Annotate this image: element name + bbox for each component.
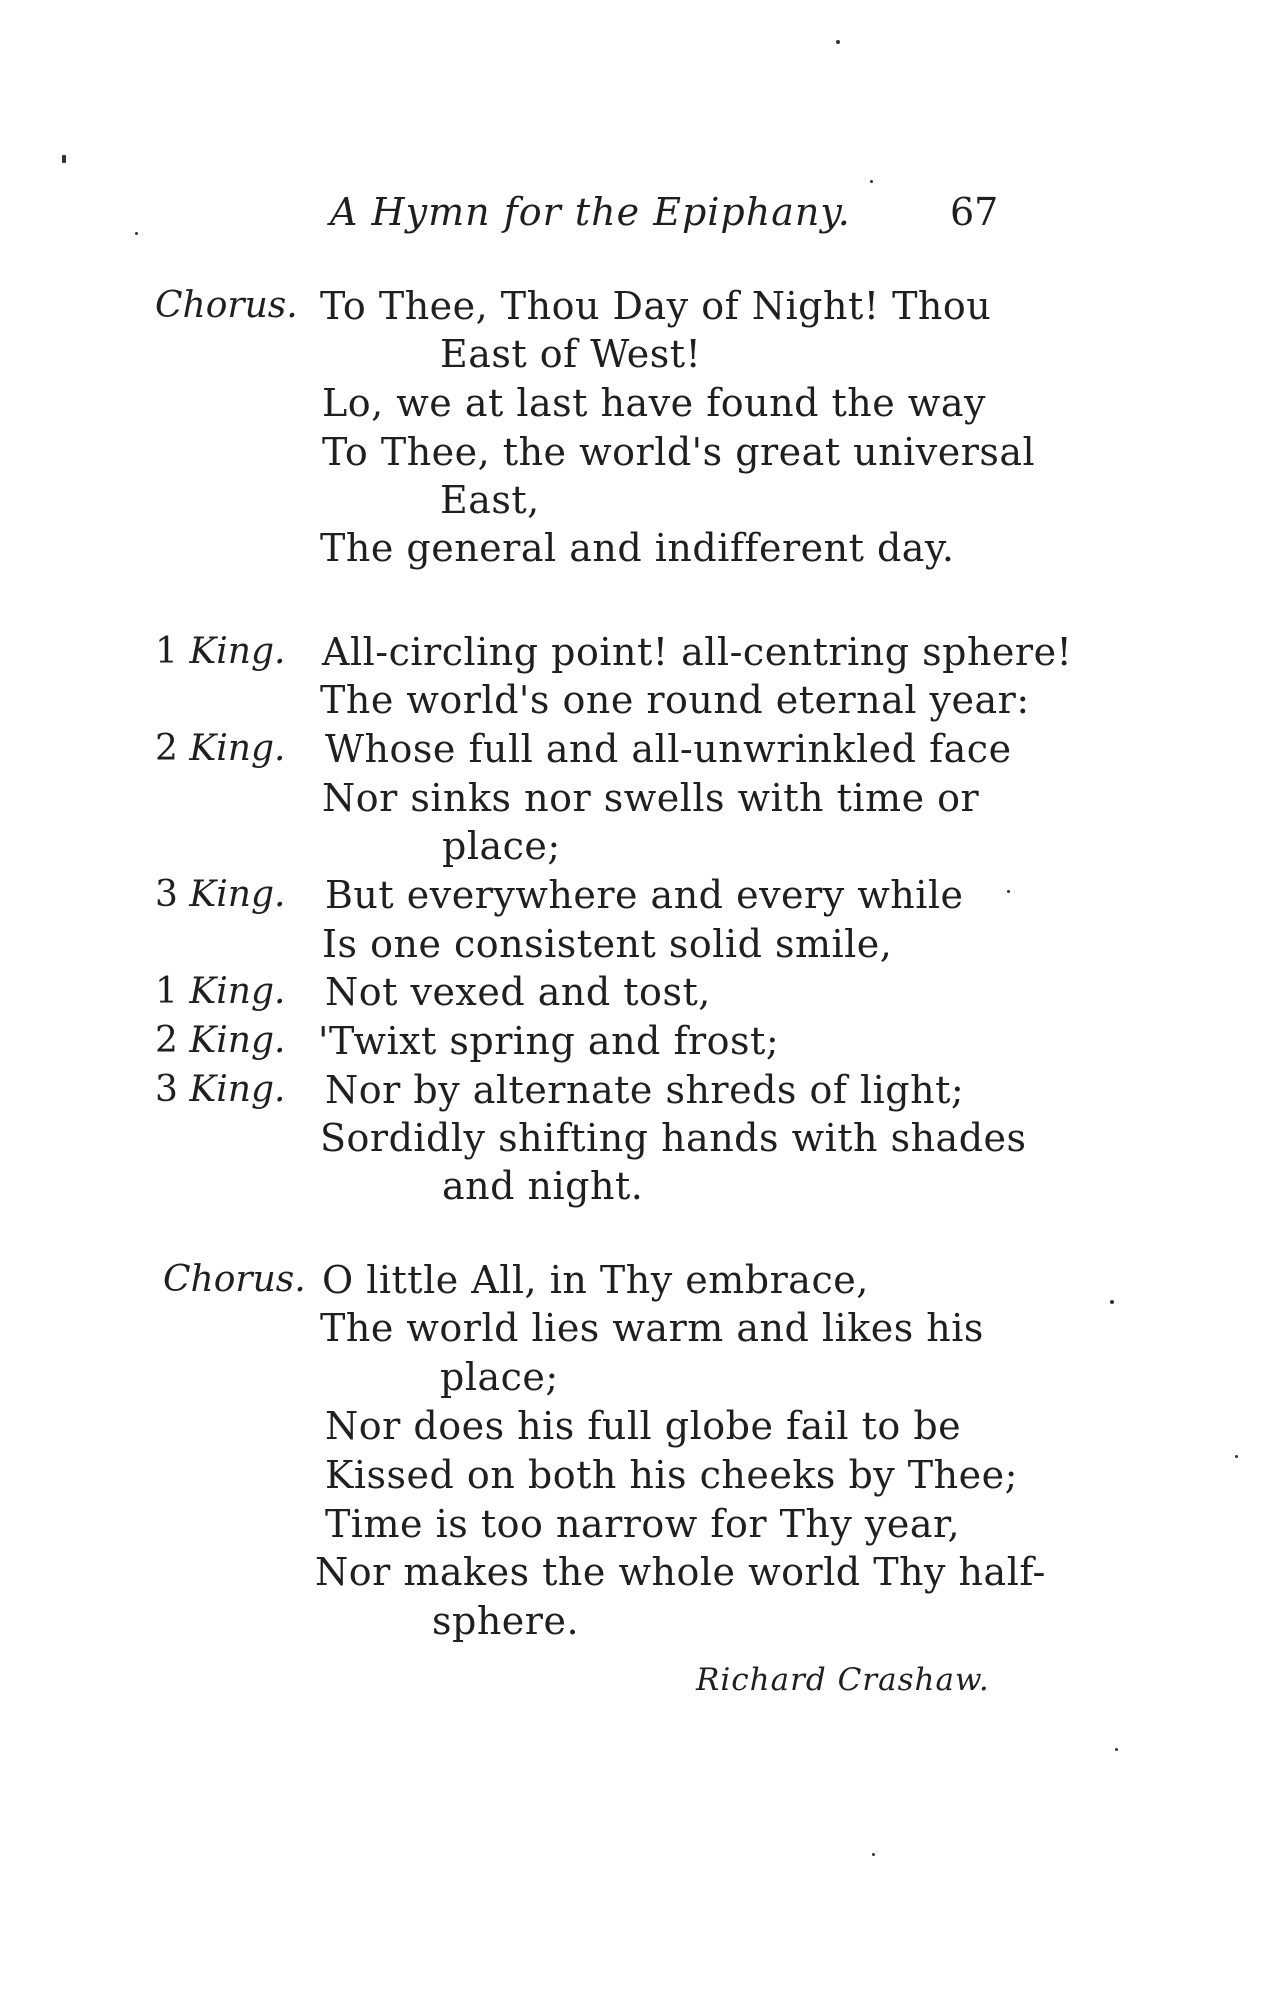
author-attribution: Richard Crashaw. (696, 1662, 990, 1698)
verse-line: Whose full and all-unwrinkled face (325, 727, 1012, 771)
speaker-label: Chorus. (163, 1259, 306, 1300)
verse-line: The general and indifferent day. (320, 526, 955, 570)
verse-line: Nor does his full globe fail to be (325, 1404, 962, 1448)
verse-line: To Thee, the world's great universal (322, 430, 1036, 474)
verse-line: Nor by alternate shreds of light; (325, 1068, 965, 1112)
verse-line: Time is too narrow for Thy year, (325, 1502, 961, 1546)
verse-line: Nor sinks nor swells with time or (322, 776, 980, 820)
print-speck (1115, 1748, 1118, 1751)
print-speck (1235, 1455, 1238, 1458)
print-speck (135, 232, 138, 235)
verse-line: To Thee, Thou Day of Night! Thou (320, 284, 992, 328)
verse-line: All-circling point! all-centring sphere! (322, 630, 1073, 674)
speaker-label: 2 King. (155, 1020, 286, 1061)
print-speck (836, 40, 840, 44)
verse-line: Lo, we at last have found the way (322, 381, 986, 425)
verse-line: The world lies warm and likes his (320, 1306, 984, 1350)
verse-line: Is one consistent solid smile, (322, 922, 893, 966)
verse-line: O little All, in Thy embrace, (322, 1258, 869, 1302)
print-speck (62, 155, 66, 163)
verse-line: But everywhere and every while (325, 873, 964, 917)
print-speck (1007, 890, 1010, 893)
verse-line: sphere. (432, 1599, 580, 1643)
speaker-label: Chorus. (155, 285, 298, 326)
speaker-label: 3 King. (155, 874, 286, 915)
page-title: A Hymn for the Epiphany. (330, 190, 851, 234)
speaker-label: 2 King. (155, 728, 286, 769)
speaker-label: 3 King. (155, 1069, 286, 1110)
running-header (0, 180, 1283, 250)
verse-line: East, (440, 478, 540, 522)
verse-line: 'Twixt spring and frost; (318, 1019, 780, 1063)
page-number: 67 (950, 190, 999, 234)
print-speck (1110, 1300, 1114, 1304)
verse-line: The world's one round eternal year: (320, 678, 1030, 722)
verse-line: Not vexed and tost, (325, 970, 711, 1014)
verse-line: place; (442, 824, 561, 868)
verse-line: East of West! (440, 332, 702, 376)
speaker-label: 1 King. (155, 971, 286, 1012)
verse-line: Sordidly shifting hands with shades (320, 1116, 1027, 1160)
speaker-label: 1 King. (155, 631, 286, 672)
verse-line: Kissed on both his cheeks by Thee; (325, 1453, 1018, 1497)
print-speck (870, 180, 873, 183)
verse-line: place; (440, 1355, 559, 1399)
print-speck (872, 1853, 875, 1856)
verse-line: and night. (442, 1164, 644, 1208)
verse-line: Nor makes the whole world Thy half- (315, 1550, 1046, 1594)
